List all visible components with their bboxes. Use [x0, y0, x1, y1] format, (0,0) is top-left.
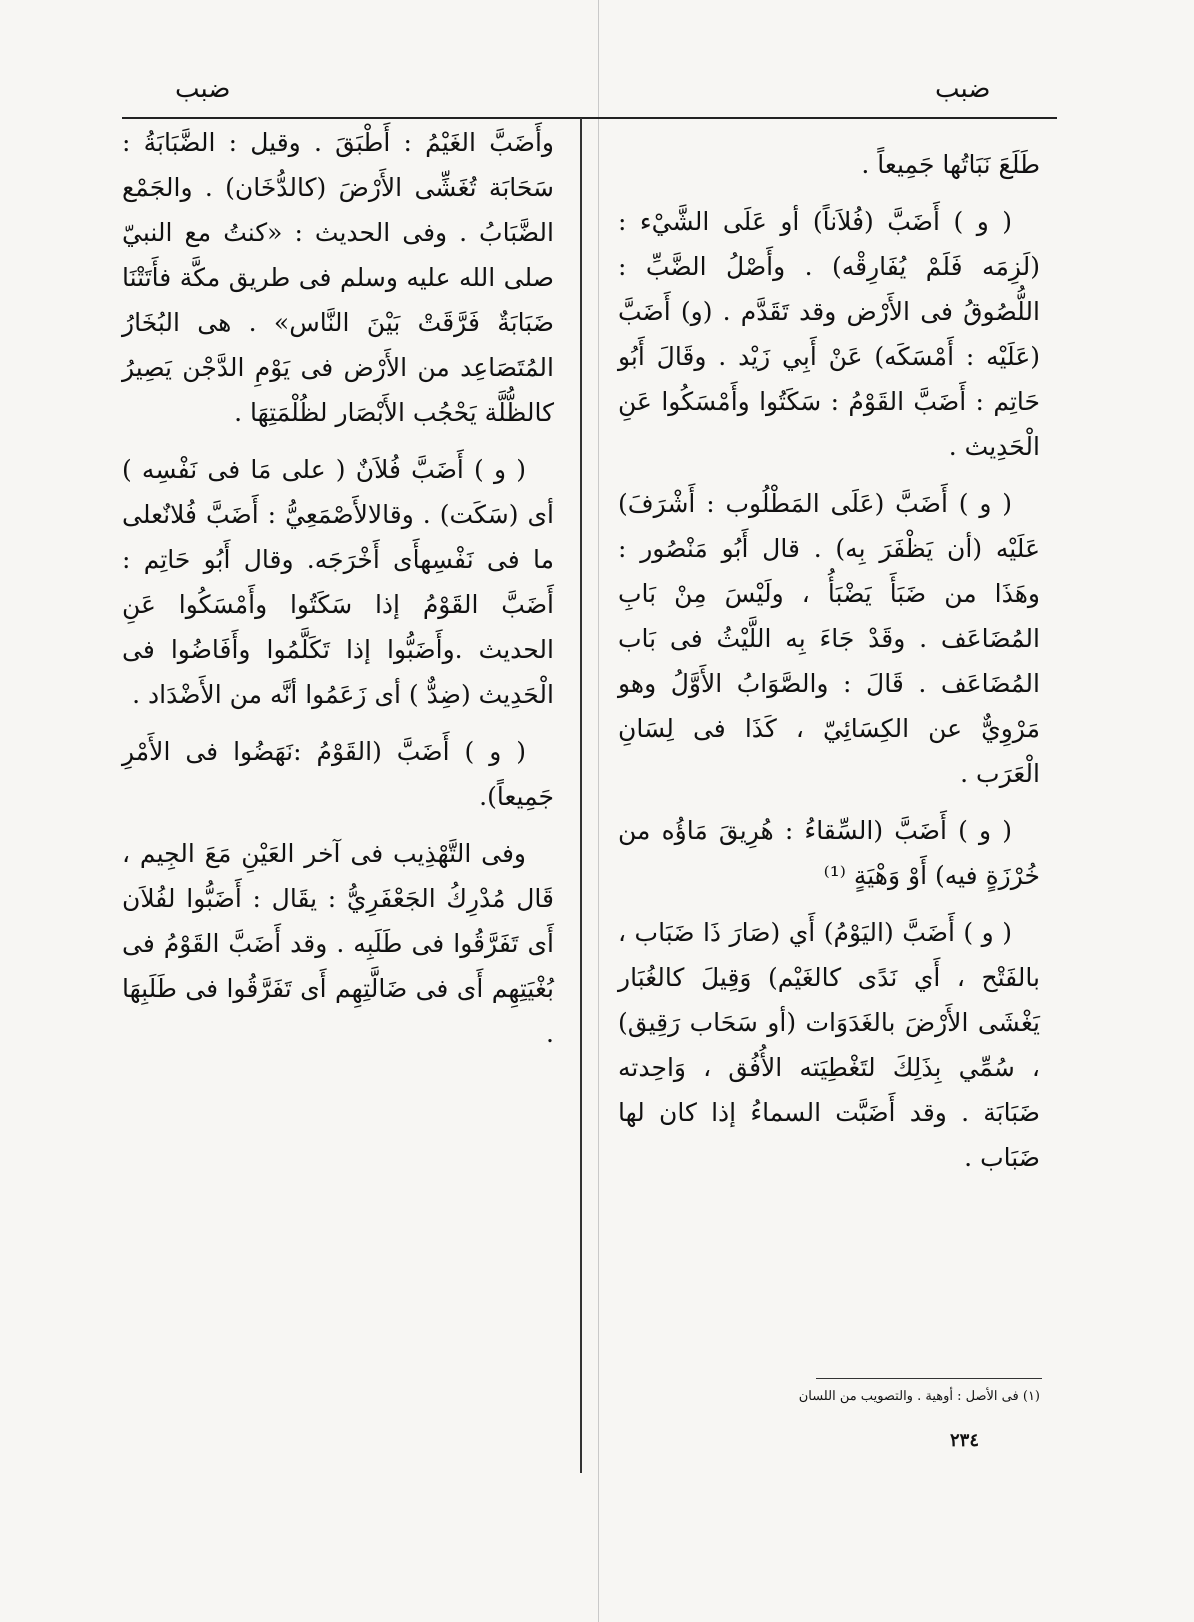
left-column	[122, 120, 554, 1068]
right-paragraph-2: ( و ) أَضَبَّ (فُلاَناً) أو عَلَى الشَّيْء : (لَزِمَه فَلَمْ يُفَارِقْه) . وأَصْلُ الضَّبِّ : اللُّصُوقُ فى الأَرْض وقد تَقَدَّم . (و) أَضَبَّ (عَلَيْه : أَمْسَكَه) عَنْ أَبِي زَيْد . وقَالَ أَبُو حَاتِم : أَضَبَّ القَوْمُ : سَكَتُوا وأَمْسَكُوا عَنِ الْحَدِيث .	[618, 207, 1040, 461]
left-paragraph-3: ( و ) أَضَبَّ (القَوْمُ :نَهَضُوا فى الأَمْرِ جَمِيعاً).	[122, 737, 554, 811]
running-header-right: ضبب	[935, 74, 991, 104]
right-paragraph-3: ( و ) أَضَبَّ (عَلَى المَطْلُوب : أَشْرَفَ) عَلَيْه (أن يَظْفَرَ بِه) . قال أَبُو مَنْصُور : وهَذَا من ضَبَأَ يَضْبَأُ ، ولَيْسَ مِنْ بَابِ المُضَاعَف . وقَدْ جَاءَ بِه اللَّيْثُ فى بَاب المُضَاعَف . قَالَ : والصَّوَابُ الأَوَّلُ وهو مَرْوِيٌّ عن الكِسَائِيّ ، كَذَا فى لِسَانِ الْعَرَب .	[618, 489, 1040, 788]
right-paragraph-5: ( و ) أَضَبَّ (اليَوْمُ) أَي (صَارَ ذَا ضَبَاب ، بالفَتْح ، أَي نَدًى كالغَيْم) وَقِيلَ كالغُبَار يَغْشَى الأَرْضَ بالغَدَوَات (أو سَحَاب رَقِيق) ، سُمِّي بِذَلِكَ لتَغْطِيَته الأُفُق ، وَاحِدته ضَبَابَة . وقد أَضَبَّت السماءُ إذا كان لها ضَبَاب .	[618, 918, 1040, 1172]
header-rule	[122, 117, 1057, 119]
running-header-left: ضبب	[175, 74, 231, 104]
page-number: ٢٣٤	[950, 1430, 980, 1451]
left-paragraph-1: وأَضَبَّ الغَيْمُ : أَطْبَقَ . وقيل : الضَّبَابَةُ : سَحَابَة تُغَشِّى الأَرْضَ (كالدُّخَان) . والجَمْع الضَّبَابُ . وفى الحديث : «كنتُ مع النبيّ صلى الله عليه وسلم فى طريق مكَّة فأَتَتْنَا ضَبَابَةٌ فَرَّقَتْ بَيْنَ النَّاس» . هى البُخَارُ المُتَصَاعِد من الأَرْض فى يَوْمِ الدَّجْن يَصِيرُ كالظُّلَّة يَحْجُب الأَبْصَار لظُلْمَتِهَا .	[122, 128, 554, 427]
right-paragraph-4: ( و ) أَضَبَّ (السِّقاءُ : هُرِيقَ مَاؤُه من خُرْزَةٍ فيه) أَوْ وَهْيَةٍ ⁽¹⁾	[618, 816, 1040, 890]
left-paragraph-2: ( و ) أَضَبَّ فُلاَنٌ ( على مَا فى نَفْسِه ) أى (سَكَت) . وقالالأَصْمَعِيُّ : أَضَبَّ فُلانٌعلى ما فى نَفْسِهأَى أَخْرَجَه. وقال أَبُو حَاتِم : أَضَبَّ القَوْمُ إذا سَكَتُوا وأَمْسَكُوا عَنِ الحديث .وأَضَبُّوا إذا تَكَلَّمُوا وأَفَاضُوا فى الْحَدِيث (ضِدٌّ ) أى زَعَمُوا أنَّه من الأَضْدَاد .	[122, 455, 554, 709]
right-paragraph-1: طَلَعَ نَبَاتُها جَمِيعاً .	[861, 150, 1040, 179]
scan-fold-line	[598, 0, 599, 1622]
right-column	[618, 142, 1040, 1192]
left-paragraph-4: وفى التَّهْذِيب فى آخر العَيْنِ مَعَ الجِيم ، قَال مُدْرِكُ الجَعْفَرِيُّ : يقَال : أَضَبُّوا لفُلاَن أَى تَفَرَّقُوا فى طَلَبِه . وقد أَضَبَّ القَوْمُ فى بُغْيَتِهِم أَى فى ضَالَّتِهِم أَى تَفَرَّقُوا فى طَلَبِهَا .	[122, 839, 554, 1048]
footnote: (١) فى الأصل : أوهية . والتصويب من اللسان	[798, 1389, 1040, 1404]
footnote-rule	[816, 1378, 1042, 1379]
column-divider	[580, 118, 582, 1473]
